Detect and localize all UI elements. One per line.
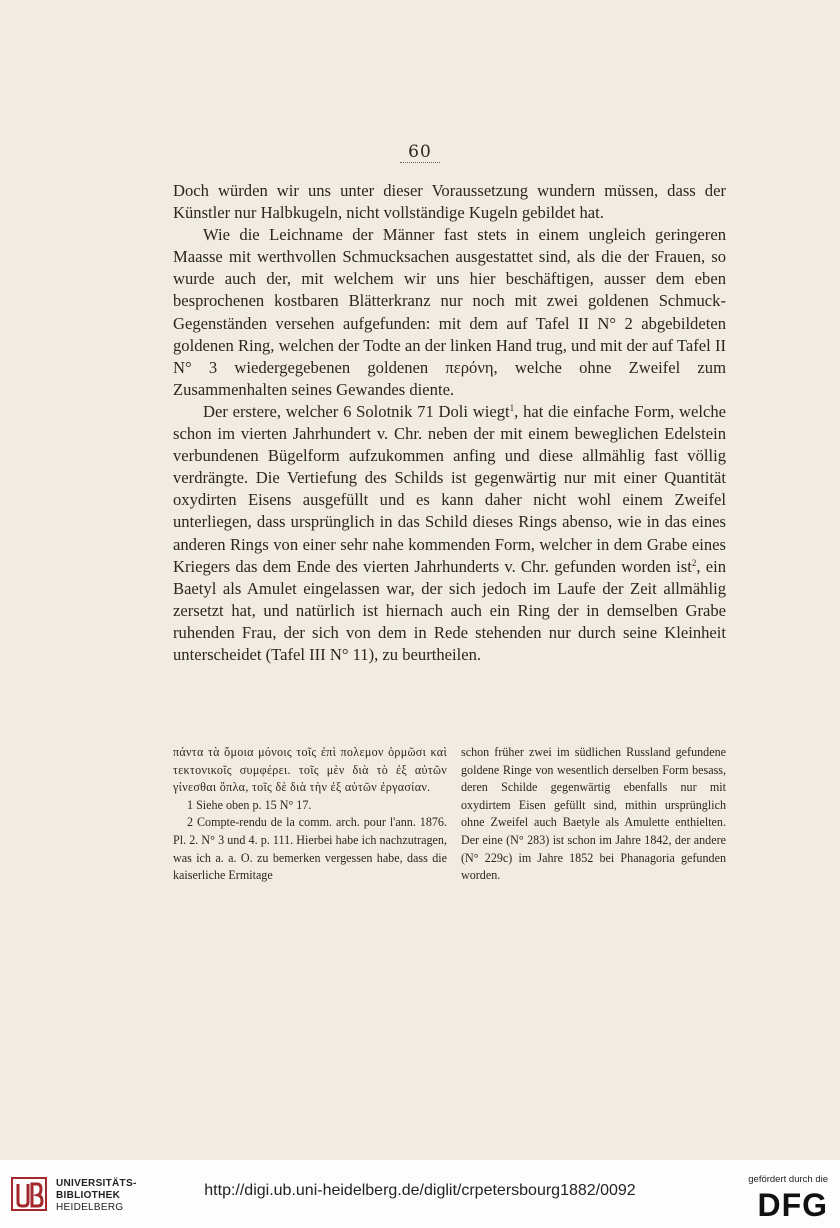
footnotes-left-column bbox=[173, 744, 447, 885]
footnote-ref-2[interactable]: 2 bbox=[691, 557, 697, 568]
library-name-line-2: BIBLIOTHEK bbox=[56, 1190, 121, 1201]
paragraph-3-part-b: , hat die einfache Form, welche schon im vierten Jahrhundert v. Chr. neben der mit einem beweglichen Edelstein verbundenen Bügelform aufzukommen anfing und diese allmählig fast völlig verdrängte. Die Vertiefung des Schilds ist gegenwärtig nur mit einer Quantität oxydirten Eisens ausgefüllt und es kann daher nicht wohl einem Zweifel unterliegen, dass ursprünglich in das Schild dieses Rings abenso, wie in das eines anderen Rings von einer sehr nahe kommenden Form, welcher in dem Grabe eines Kriegers das dem Ende des vierten Jahrhunderts v. Chr. gefunden worden ist bbox=[173, 401, 727, 576]
footnotes-right-column bbox=[461, 744, 726, 885]
library-name-line-1: UNIVERSITÄTS- bbox=[56, 1178, 137, 1189]
footnote-ref-1[interactable]: 1 bbox=[509, 402, 515, 413]
footnote-greek-quote: πάντα τὰ ὅμοια μόνοις τοῖς ἐπὶ πολεμον ὁρμῶσι καὶ τεκτονικοῖς συμφέρει. τοῖς μὲν διὰ τὸ ἐξ αὐτῶν γίνεσθαι ὅπλα, τοῖς δὲ διὰ τὴν ἐξ αὐτῶν ἐργασίαν. bbox=[173, 745, 447, 795]
paragraph-1: Doch würden wir uns unter dieser Voraussetzung wundern müssen, dass der Künstler nur Halbkugeln, nicht vollständige Kugeln gebildet hat. bbox=[173, 181, 726, 223]
page-number bbox=[0, 142, 840, 163]
sponsor-caption: gefördert durch die bbox=[748, 1174, 828, 1185]
footer bbox=[0, 1160, 840, 1228]
footnote-1: 1 Siehe oben p. 15 N° 17. bbox=[187, 797, 312, 812]
paragraph-3-part-c: , ein Baetyl als Amulet eingelassen war, der sich jedoch im Laufe der Zeit allmählig zersetzt hat, und natürlich ist hiernach auch ein Ring der in demselben Grabe ruhenden Frau, der sich von dem in Rede stehenden nur durch seine Kleinheit unterscheidet (Tafel III N° 11), zu beurtheilen. bbox=[173, 556, 727, 664]
page-number-text: 60 bbox=[408, 142, 432, 162]
paragraph-3-part-a: Der erstere, welcher 6 Solotnik 71 Doli wiegt bbox=[203, 401, 510, 421]
main-text bbox=[173, 180, 726, 666]
source-url-link[interactable]: http://digi.ub.uni-heidelberg.de/diglit/crpetersbourg1882/0092 bbox=[204, 1182, 636, 1199]
paragraph-2: Wie die Leichname der Männer fast stets in einem ungleich geringeren Maasse mit werthvollen Schmucksachen ausgestattet sind, als die der Frauen, so wurde auch der, mit welchem wir uns hier beschäftigen, ausser dem eben besprochenen kostbaren Blätterkranz nur noch mit zwei goldenen Schmuck-Gegenständen versehen aufgefunden: mit dem auf Tafel II N° 2 abgebildeten goldenen Ring, welchen der Todte an der linken Hand trug, und mit der auf Tafel II N° 3 wiedergegebenen goldenen περόνη, welche ohne Zweifel zum Zusammenhalten seines Gewandes diente. bbox=[173, 225, 726, 399]
paragraph-3 bbox=[173, 401, 726, 666]
library-name-line-3: HEIDELBERG bbox=[56, 1202, 124, 1213]
footnote-2-continued: schon früher zwei im südlichen Russland gefundene goldene Ringe von wesentlich derselben Form besass, deren Schilde gegenwärtig ebenfalls nur mit oxydirtem Eisen gefüllt sind, mithin ursprünglich ohne Zweifel auch Baetyle als Amulette enthielten. Der eine (N° 283) ist schon im Jahre 1842, der andere (N° 229c) im Jahre 1852 bei Phanagoria gefunden worden. bbox=[461, 745, 726, 883]
footnote-2: 2 Compte-rendu de la comm. arch. pour l'ann. 1876. Pl. 2. N° 3 und 4. p. 111. Hierbei habe ich nachzutragen, was ich a. a. O. zu bemerken vergessen habe, dass die kaiserliche Ermitage bbox=[173, 815, 447, 883]
dfg-logo[interactable]: DFG bbox=[757, 1187, 828, 1223]
